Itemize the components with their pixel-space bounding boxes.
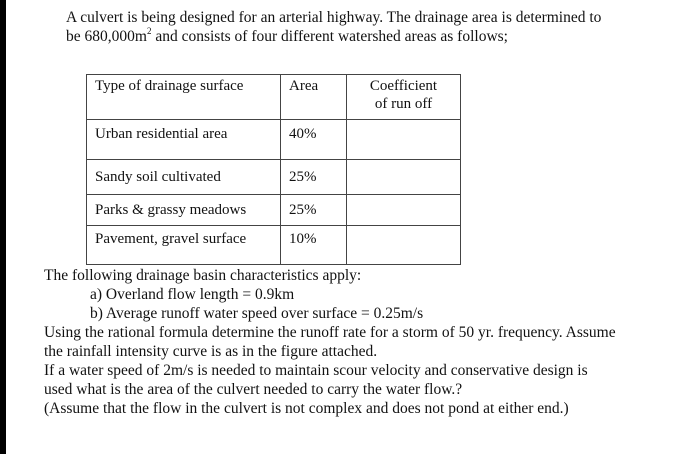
intro-line-2 <box>66 27 686 46</box>
intro-line-2-pre: be 680,000m <box>66 28 147 45</box>
intro-line-1: A culvert is being designed for an arterial highway. The drainage area is determined to <box>66 9 602 26</box>
intro-line-2-post: and consists of four different watershed areas as follows; <box>151 28 508 45</box>
question-1-line-2: the rainfall intensity curve is as in the figure attached. <box>44 343 378 360</box>
question-body <box>44 266 684 418</box>
question-1-line-1: Using the rational formula determine the runoff rate for a storm of 50 yr. frequency. Assume <box>44 324 616 341</box>
header-coefficient <box>347 75 461 120</box>
assumption-note: (Assume that the flow in the culvert is not complex and does not pond at either end.) <box>44 400 569 417</box>
table-row <box>87 120 461 160</box>
table-header-row <box>87 75 461 120</box>
header-area: Area <box>281 75 347 120</box>
row-area: 25% <box>281 195 347 226</box>
header-coefficient-line-2: of run off <box>374 96 433 112</box>
document-page <box>6 0 700 454</box>
row-type: Pavement, gravel surface <box>87 226 281 265</box>
row-type: Parks & grassy meadows <box>87 195 281 226</box>
row-area: 40% <box>281 120 347 160</box>
row-type: Sandy soil cultivated <box>87 160 281 195</box>
characteristics-line: The following drainage basin characteristics apply: <box>44 267 362 284</box>
squared-superscript: 2 <box>146 25 152 36</box>
question-2-line-1: If a water speed of 2m/s is needed to maintain scour velocity and conservative design is <box>44 362 588 379</box>
question-2-line-2: used what is the area of the culvert needed to carry the water flow.? <box>44 381 463 398</box>
row-area: 10% <box>281 226 347 265</box>
row-type: Urban residential area <box>87 120 281 160</box>
row-coefficient <box>347 195 461 226</box>
header-coefficient-line-1: Coefficient <box>369 78 438 94</box>
header-type: Type of drainage surface <box>87 75 281 120</box>
intro-paragraph <box>66 8 686 46</box>
item-b-runoff-speed: b) Average runoff water speed over surface = 0.25m/s <box>90 305 424 322</box>
row-coefficient <box>347 160 461 195</box>
row-coefficient <box>347 226 461 265</box>
table-row <box>87 226 461 265</box>
table-row <box>87 195 461 226</box>
item-a-overland-flow: a) Overland flow length = 0.9km <box>90 286 295 303</box>
drainage-surface-table <box>86 74 461 265</box>
row-area: 25% <box>281 160 347 195</box>
table-row <box>87 160 461 195</box>
row-coefficient <box>347 120 461 160</box>
